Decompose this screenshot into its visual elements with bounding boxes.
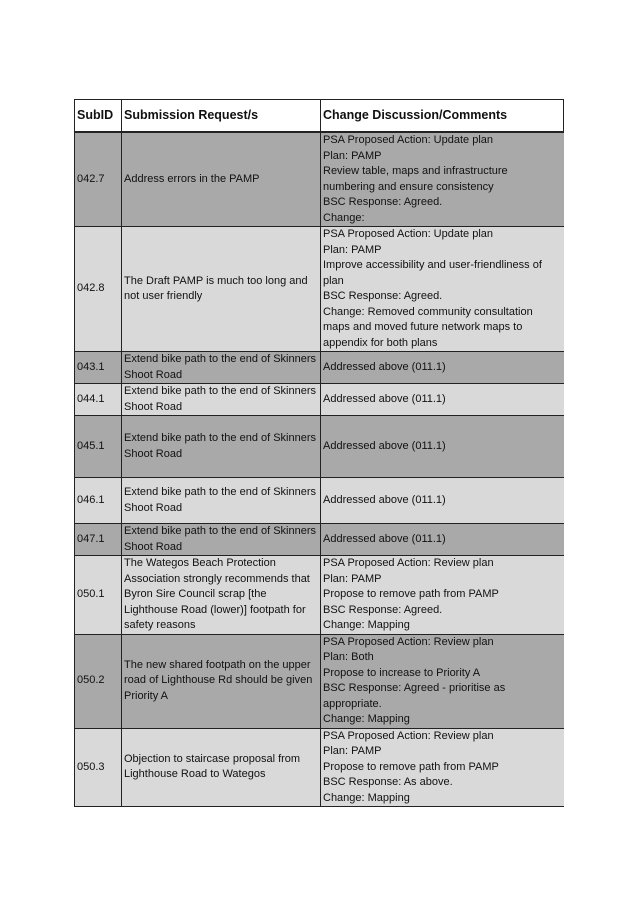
table-row xyxy=(75,132,564,227)
sub-id: 042.8 xyxy=(75,227,122,352)
table-row xyxy=(75,634,564,728)
comment-line: Addressed above (011.1) xyxy=(323,532,446,545)
table-row xyxy=(75,478,564,524)
comment-line: Change: Mapping xyxy=(323,619,410,631)
table-row xyxy=(75,524,564,556)
comment-line: Addressed above (011.1) xyxy=(323,439,446,452)
comment-line: Plan: PAMP xyxy=(323,243,382,256)
sub-id: 045.1 xyxy=(75,416,122,478)
submission-request: Extend bike path to the end of Skinners Shoot Road xyxy=(122,352,321,384)
comment-line: Propose to remove path from PAMP xyxy=(323,588,499,600)
table-row xyxy=(75,416,564,478)
submission-request: The new shared footpath on the upper road of Lighthouse Rd should be given Priority A xyxy=(122,634,321,728)
comment-line: PSA Proposed Action: Review plan xyxy=(323,557,494,569)
comment-line: BSC Response: Agreed. xyxy=(323,196,443,208)
comments-cell xyxy=(321,524,564,556)
submission-request: Extend bike path to the end of Skinners Shoot Road xyxy=(122,384,321,416)
comment-line: BSC Response: Agreed - prioritise as appropriate. xyxy=(323,682,506,710)
comment-line: PSA Proposed Action: Update plan xyxy=(323,228,494,240)
table-row xyxy=(75,352,564,384)
comments-cell xyxy=(321,384,564,416)
submission-request: Extend bike path to the end of Skinners Shoot Road xyxy=(122,524,321,556)
comment-line: Plan: PAMP xyxy=(323,745,382,757)
comments-cell xyxy=(321,352,564,384)
header-subid: SubID xyxy=(75,100,122,133)
comment-line: Change: xyxy=(323,211,365,224)
comments-cell xyxy=(321,227,564,352)
table-row xyxy=(75,556,564,635)
comment-line: PSA Proposed Action: Update plan xyxy=(323,134,494,146)
submission-request: The Draft PAMP is much too long and not user friendly xyxy=(122,227,321,352)
comment-line: BSC Response: Agreed. xyxy=(323,290,443,302)
submission-request: Extend bike path to the end of Skinners Shoot Road xyxy=(122,416,321,478)
header-comments: Change Discussion/Comments xyxy=(321,100,564,133)
sub-id: 050.3 xyxy=(75,728,122,807)
comments-cell xyxy=(321,634,564,728)
comments-cell xyxy=(321,478,564,524)
submission-request: The Wategos Beach Protection Association strongly recommends that Byron Sire Council scrap [the Lighthouse Road (lower)] footpath for safety reasons xyxy=(122,556,321,635)
comment-line: Plan: PAMP xyxy=(323,572,382,585)
comment-line: BSC Response: Agreed. xyxy=(323,603,443,616)
comment-line: Plan: Both xyxy=(323,651,374,663)
submission-request: Objection to staircase proposal from Lighthouse Road to Wategos xyxy=(122,728,321,807)
comments-cell xyxy=(321,728,564,807)
comment-line: Propose to remove path from PAMP xyxy=(323,760,499,773)
comments-cell xyxy=(321,556,564,635)
sub-id: 047.1 xyxy=(75,524,122,556)
sub-id: 043.1 xyxy=(75,352,122,384)
submissions-table xyxy=(74,99,564,807)
comment-line: PSA Proposed Action: Review plan xyxy=(323,635,494,648)
comment-line: Propose to increase to Priority A xyxy=(323,666,481,679)
submission-request: Extend bike path to the end of Skinners Shoot Road xyxy=(122,478,321,524)
sub-id: 050.2 xyxy=(75,634,122,728)
comment-line: Improve accessibility and user-friendliness of plan xyxy=(323,259,542,287)
header-request: Submission Request/s xyxy=(122,100,321,133)
comment-line: Change: Mapping xyxy=(323,713,410,725)
comment-line: PSA Proposed Action: Review plan xyxy=(323,729,494,742)
comments-cell xyxy=(321,416,564,478)
header-row xyxy=(75,100,564,133)
comment-line: Addressed above (011.1) xyxy=(323,493,446,506)
table-row xyxy=(75,384,564,416)
sub-id: 046.1 xyxy=(75,478,122,524)
comment-line: Change: Mapping xyxy=(323,791,410,804)
sub-id: 044.1 xyxy=(75,384,122,416)
sub-id: 050.1 xyxy=(75,556,122,635)
comment-line: Review table, maps and infrastructure numbering and ensure consistency xyxy=(323,165,508,193)
comment-line: Plan: PAMP xyxy=(323,149,382,162)
submission-request: Address errors in the PAMP xyxy=(122,132,321,227)
comment-line: Change: Removed community consultation maps and moved future network maps to appendix for both plans xyxy=(323,305,533,349)
table-row xyxy=(75,728,564,807)
comments-cell xyxy=(321,132,564,227)
comment-line: Addressed above (011.1) xyxy=(323,392,446,405)
comment-line: Addressed above (011.1) xyxy=(323,360,446,373)
sub-id: 042.7 xyxy=(75,132,122,227)
comment-line: BSC Response: As above. xyxy=(323,776,453,788)
table-row xyxy=(75,227,564,352)
